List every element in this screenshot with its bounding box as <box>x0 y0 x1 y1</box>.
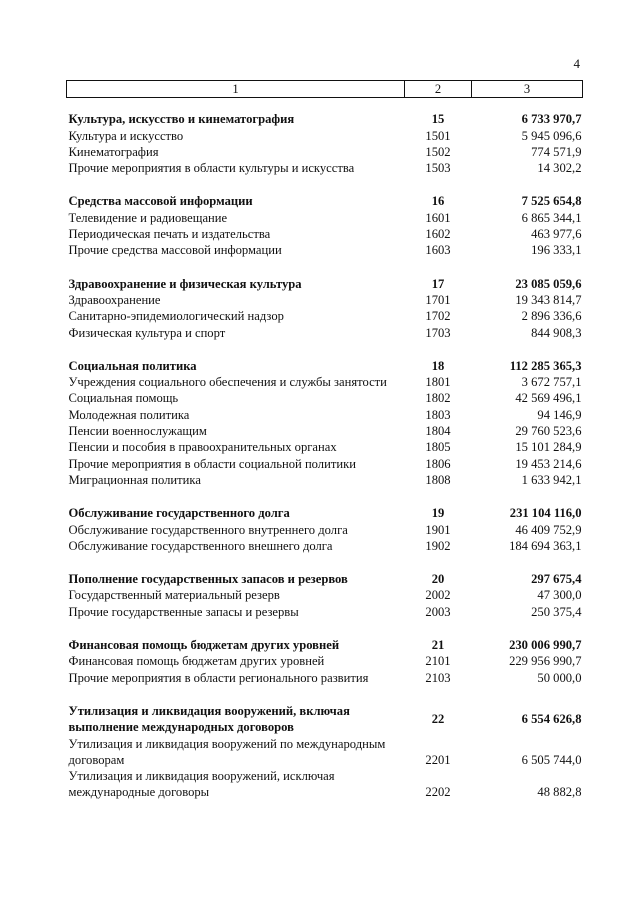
spacer-cell <box>472 554 583 571</box>
item-amount: 29 760 523,6 <box>515 424 582 439</box>
item-code: 1502 <box>425 144 451 159</box>
item-code: 1703 <box>425 325 451 340</box>
item-code: 1802 <box>425 391 451 406</box>
section-title: Средства массовой информации <box>68 194 253 209</box>
section-title: Утилизация и ликвидация вооружений, включая выполнение международных договоров <box>68 703 350 735</box>
item-name: Культура и искусство <box>68 128 184 143</box>
spacer-cell <box>472 341 583 358</box>
item-row <box>67 439 583 455</box>
section-spacer <box>67 341 583 358</box>
spacer-cell <box>405 488 472 505</box>
item-name: Телевидение и радиовещание <box>68 210 228 225</box>
section-amount: 297 675,4 <box>531 572 582 587</box>
item-name: Прочие мероприятия в области социальной политики <box>68 456 356 471</box>
budget-table-container <box>66 80 582 801</box>
section-spacer <box>67 620 583 637</box>
item-name: Обслуживание государственного внутреннего долга <box>68 522 348 537</box>
item-amount: 229 956 990,7 <box>509 654 582 669</box>
item-name: Молодежная политика <box>68 407 190 422</box>
item-row <box>67 242 583 258</box>
item-row <box>67 736 583 769</box>
section-spacer <box>67 554 583 571</box>
item-row <box>67 128 583 144</box>
section-spacer <box>67 488 583 505</box>
item-code: 1701 <box>425 292 451 307</box>
item-name: Учреждения социального обеспечения и службы занятости <box>68 375 387 390</box>
item-name: Прочие мероприятия в области культуры и искусства <box>68 161 355 176</box>
section-row <box>67 276 583 292</box>
section-amount: 7 525 654,8 <box>521 194 582 209</box>
item-row <box>67 226 583 242</box>
spacer-cell <box>67 686 405 703</box>
item-row <box>67 587 583 603</box>
item-code: 1602 <box>425 227 451 242</box>
section-row <box>67 111 583 127</box>
item-code: 2201 <box>425 752 451 767</box>
section-row <box>67 193 583 209</box>
item-code: 2103 <box>425 670 451 685</box>
item-amount: 94 146,9 <box>537 407 582 422</box>
item-code: 1901 <box>425 522 451 537</box>
section-code: 17 <box>431 276 445 291</box>
section-row <box>67 505 583 521</box>
item-name: Пенсии военнослужащим <box>68 424 207 439</box>
header-row <box>67 81 583 98</box>
item-name: Периодическая печать и издательства <box>68 227 271 242</box>
section-title: Социальная политика <box>68 358 197 373</box>
section-title: Обслуживание государственного долга <box>68 506 290 521</box>
item-code: 1603 <box>425 243 451 258</box>
item-code: 2003 <box>425 604 451 619</box>
item-name: Финансовая помощь бюджетам других уровней <box>68 654 325 669</box>
item-amount: 19 343 814,7 <box>515 292 582 307</box>
item-row <box>67 456 583 472</box>
item-amount: 6 865 344,1 <box>521 210 582 225</box>
spacer-cell <box>67 554 405 571</box>
section-amount: 6 733 970,7 <box>521 112 582 127</box>
spacer-cell <box>67 488 405 505</box>
item-code: 1503 <box>425 161 451 176</box>
page-number: 4 <box>573 56 580 71</box>
item-row <box>67 653 583 669</box>
item-amount: 844 908,3 <box>531 325 582 340</box>
section-title: Финансовая помощь бюджетам других уровней <box>68 638 340 653</box>
spacer-cell <box>67 259 405 276</box>
item-row <box>67 374 583 390</box>
item-amount: 46 409 752,9 <box>515 522 582 537</box>
section-title: Здравоохранение и физическая культура <box>68 276 302 291</box>
item-amount: 42 569 496,1 <box>515 391 582 406</box>
item-code: 1806 <box>425 456 451 471</box>
item-row <box>67 160 583 176</box>
item-amount: 47 300,0 <box>537 588 582 603</box>
section-code: 22 <box>431 712 445 727</box>
item-name: Прочие государственные запасы и резервы <box>68 604 299 619</box>
spacer-cell <box>472 488 583 505</box>
item-name: Миграционная политика <box>68 472 201 487</box>
item-row <box>67 522 583 538</box>
spacer-cell <box>472 176 583 193</box>
spacer-cell <box>405 341 472 358</box>
spacer-cell <box>472 98 583 112</box>
item-name: Санитарно-эпидемиологический надзор <box>68 309 284 324</box>
spacer-cell <box>472 686 583 703</box>
item-name: Физическая культура и спорт <box>68 325 226 340</box>
section-spacer <box>67 98 583 112</box>
item-row <box>67 670 583 686</box>
item-row <box>67 604 583 620</box>
item-row <box>67 292 583 308</box>
item-code: 1501 <box>425 128 451 143</box>
header-col-2: 2 <box>405 81 472 98</box>
section-row <box>67 358 583 374</box>
item-code: 2202 <box>425 785 451 800</box>
item-name: Обслуживание государственного внешнего долга <box>68 538 333 553</box>
item-code: 1803 <box>425 407 451 422</box>
item-code: 1808 <box>425 472 451 487</box>
item-amount: 1 633 942,1 <box>521 472 582 487</box>
item-amount: 19 453 214,6 <box>515 456 582 471</box>
item-code: 1702 <box>425 309 451 324</box>
item-amount: 15 101 284,9 <box>515 440 582 455</box>
section-code: 21 <box>431 638 445 653</box>
item-row <box>67 768 583 801</box>
section-row <box>67 703 583 736</box>
header-col-3: 3 <box>472 81 583 98</box>
item-amount: 48 882,8 <box>537 785 582 800</box>
item-amount: 6 505 744,0 <box>521 752 582 767</box>
item-amount: 14 302,2 <box>537 161 582 176</box>
item-code: 1902 <box>425 538 451 553</box>
section-code: 18 <box>431 358 445 373</box>
section-title: Культура, искусство и кинематография <box>68 112 295 127</box>
item-amount: 5 945 096,6 <box>521 128 582 143</box>
spacer-cell <box>405 620 472 637</box>
item-amount: 774 571,9 <box>531 144 582 159</box>
section-code: 15 <box>431 112 445 127</box>
section-row <box>67 637 583 653</box>
item-row <box>67 325 583 341</box>
item-name: Утилизация и ликвидация вооружений, исключая международные договоры <box>68 769 335 800</box>
item-row <box>67 472 583 488</box>
spacer-cell <box>405 98 472 112</box>
spacer-cell <box>67 176 405 193</box>
spacer-cell <box>472 259 583 276</box>
item-amount: 2 896 336,6 <box>521 309 582 324</box>
section-spacer <box>67 259 583 276</box>
spacer-cell <box>472 620 583 637</box>
section-title: Пополнение государственных запасов и резервов <box>68 572 348 587</box>
spacer-cell <box>405 554 472 571</box>
table-body <box>67 98 583 801</box>
spacer-cell <box>405 176 472 193</box>
item-row <box>67 423 583 439</box>
item-name: Прочие мероприятия в области регионального развития <box>68 670 369 685</box>
item-name: Государственный материальный резерв <box>68 588 280 603</box>
item-name: Пенсии и пособия в правоохранительных органах <box>68 440 337 455</box>
item-amount: 463 977,6 <box>531 227 582 242</box>
item-code: 2101 <box>425 654 451 669</box>
item-name: Здравоохранение <box>68 292 161 307</box>
item-amount: 250 375,4 <box>531 604 582 619</box>
section-code: 16 <box>431 194 445 209</box>
item-row <box>67 210 583 226</box>
item-name: Социальная помощь <box>68 391 179 406</box>
section-amount: 112 285 365,3 <box>509 358 582 373</box>
item-name: Кинематография <box>68 144 159 159</box>
spacer-cell <box>67 341 405 358</box>
item-name: Утилизация и ликвидация вооружений по международным договорам <box>68 736 386 767</box>
item-row <box>67 144 583 160</box>
item-amount: 3 672 757,1 <box>521 375 582 390</box>
section-amount: 6 554 626,8 <box>521 712 582 727</box>
section-spacer <box>67 176 583 193</box>
item-code: 1805 <box>425 440 451 455</box>
item-row <box>67 390 583 406</box>
spacer-cell <box>67 620 405 637</box>
spacer-cell <box>405 686 472 703</box>
table-header <box>67 81 583 98</box>
spacer-cell <box>67 98 405 112</box>
section-amount: 231 104 116,0 <box>509 506 582 521</box>
header-col-1: 1 <box>67 81 405 98</box>
item-amount: 196 333,1 <box>531 243 582 258</box>
item-row <box>67 308 583 324</box>
section-spacer <box>67 686 583 703</box>
item-row <box>67 407 583 423</box>
item-code: 2002 <box>425 588 451 603</box>
budget-table <box>66 80 583 801</box>
item-amount: 184 694 363,1 <box>509 538 582 553</box>
item-name: Прочие средства массовой информации <box>68 243 282 258</box>
item-code: 1804 <box>425 424 451 439</box>
section-amount: 23 085 059,6 <box>515 276 582 291</box>
item-amount: 50 000,0 <box>537 670 582 685</box>
section-code: 20 <box>431 572 445 587</box>
section-row <box>67 571 583 587</box>
section-amount: 230 006 990,7 <box>509 638 582 653</box>
spacer-cell <box>405 259 472 276</box>
section-code: 19 <box>431 506 445 521</box>
item-code: 1801 <box>425 375 451 390</box>
item-row <box>67 538 583 554</box>
item-code: 1601 <box>425 210 451 225</box>
